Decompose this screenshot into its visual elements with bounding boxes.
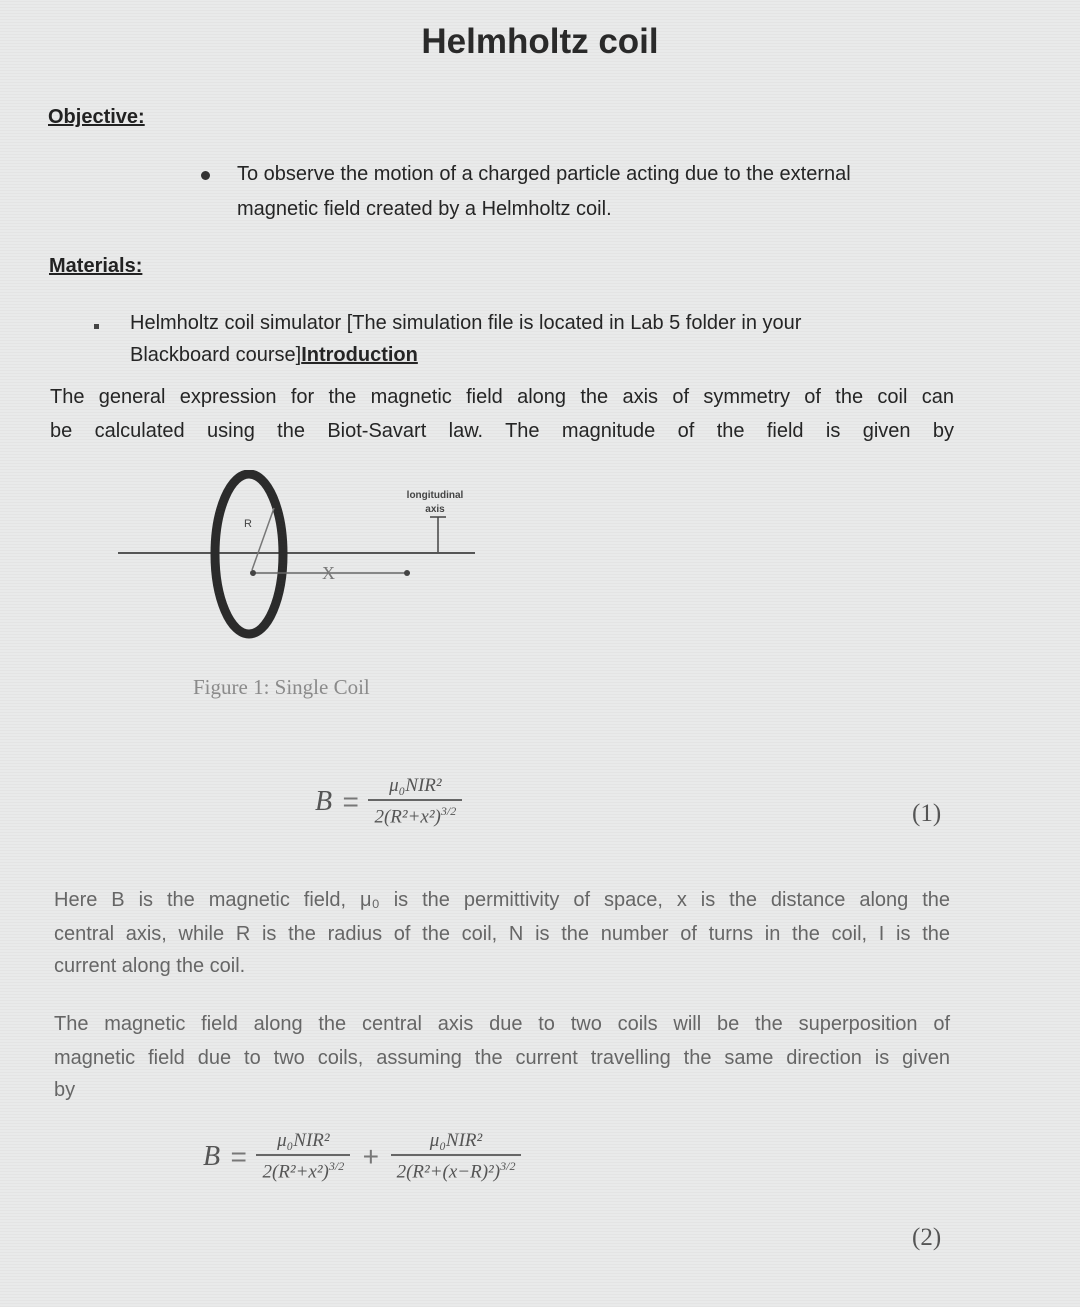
explanation-line-1: Here B is the magnetic field, μ₀ is the permittivity of space, x is the distance along the: [54, 889, 950, 911]
intro-line-2: be calculated using the Biot-Savart law. The magnitude of the field is given by: [50, 420, 954, 442]
equation-2-plus: +: [362, 1140, 379, 1172]
equation-1-exponent: 3/2: [440, 804, 457, 818]
equation-2-term-1-numerator: μ₀NIR²: [277, 1130, 330, 1151]
equation-2-term-2-denominator: 2(R²+(x−R)²): [396, 1161, 501, 1183]
bullet-icon: [201, 171, 210, 180]
equation-1-fraction: [368, 775, 462, 828]
equation-1-number: (1): [912, 800, 942, 827]
objective-line-1: To observe the motion of a charged particle acting due to the external: [237, 163, 851, 185]
equation-1-numerator: μ₀NIR²: [389, 775, 442, 796]
exponent-numerator: 3: [500, 1159, 507, 1173]
page-title: Helmholtz coil: [421, 22, 659, 61]
equation-1-lhs: B: [315, 785, 333, 817]
equation-2-term-2: [391, 1130, 522, 1183]
axis-label-line-2: axis: [425, 504, 445, 515]
radius-label: R: [244, 518, 252, 530]
equation-2-term-2-denominator-group: [391, 1156, 522, 1183]
objective-heading: Objective:: [48, 106, 145, 128]
materials-line-2: [130, 339, 418, 372]
radius-line: [252, 508, 274, 570]
superposition-line-2: magnetic field due to two coils, assuming the current travelling the same direction is given: [54, 1047, 950, 1069]
exponent-denominator: 2: [509, 1159, 516, 1173]
center-point: [250, 570, 256, 576]
materials-line-1: Helmholtz coil simulator [The simulation file is located in Lab 5 folder in your: [130, 312, 802, 334]
explanation-line-3: current along the coil.: [54, 955, 246, 977]
equation-1-denominator-group: [368, 801, 462, 828]
materials-heading: Materials:: [49, 255, 143, 277]
exponent-denominator: 2: [338, 1159, 345, 1173]
objective-line-2: magnetic field created by a Helmholtz coil.: [237, 198, 612, 220]
square-bullet-icon: [94, 324, 99, 329]
equation-2-term-1: [256, 1130, 350, 1183]
materials-line-2-text: Blackboard course]: [130, 344, 302, 366]
intro-line-1: The general expression for the magnetic field along the axis of symmetry of the coil can: [50, 386, 954, 408]
equation-1-denominator: 2(R²+x²): [374, 806, 441, 828]
equation-1: [315, 775, 462, 828]
explanation-line-2: central axis, while R is the radius of the coil, N is the number of turns in the coil, I is the: [54, 923, 950, 945]
equation-1-equals: =: [342, 785, 359, 817]
exponent-numerator: 3: [328, 1159, 335, 1173]
superposition-line-1: The magnetic field along the central axis due to two coils will be the superposition of: [54, 1013, 950, 1035]
equation-2-number: (2): [912, 1224, 942, 1251]
distance-label: X: [322, 563, 335, 583]
equation-2-term-1-denominator: 2(R²+x²): [262, 1161, 329, 1183]
equation-2-lhs: B: [203, 1140, 221, 1172]
equation-2-term-2-exponent: 3/2: [500, 1159, 516, 1173]
equation-2-term-1-denominator-group: [256, 1156, 350, 1183]
equation-2-term-2-numerator: μ₀NIR²: [429, 1130, 483, 1151]
exponent-numerator: 3: [440, 804, 447, 818]
axis-label-line-1: longitudinal: [406, 490, 464, 501]
equation-2: [203, 1130, 521, 1183]
superposition-line-3: by: [54, 1079, 76, 1101]
field-point: [404, 570, 410, 576]
equation-2-equals: =: [230, 1140, 247, 1172]
equation-2-term-1-exponent: 3/2: [328, 1159, 345, 1173]
exponent-denominator: 2: [450, 804, 457, 818]
figure-caption: Figure 1: Single Coil: [193, 675, 370, 699]
introduction-heading: Introduction: [301, 344, 418, 366]
single-coil-figure: [110, 470, 490, 650]
